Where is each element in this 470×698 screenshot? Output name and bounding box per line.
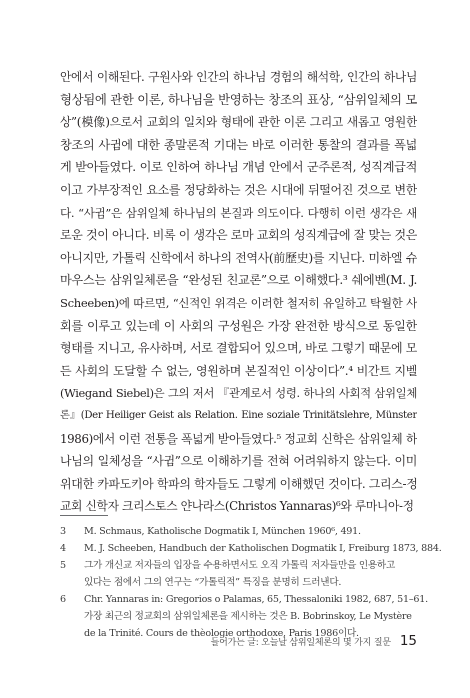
footnote-line: 있다는 점에서 그의 연구는 “가톨릭적” 특징을 분명히 드러낸다.	[84, 577, 342, 588]
body-line: 형태를 지니고, 유사하며, 서로 결합되어 있으며, 바로 그렇기 때문에 모	[60, 341, 417, 356]
body-line: 이고 가부장적인 요소를 정당화하는 것은 시대에 뒤떨어진 것으로 변한	[60, 182, 417, 197]
footnote-text	[84, 523, 417, 540]
footnote-text	[84, 540, 442, 557]
body-text	[60, 66, 417, 518]
footnote-number: 6	[60, 594, 67, 605]
footnote-text	[84, 557, 417, 591]
page-footer	[60, 633, 417, 657]
footnote	[60, 557, 417, 591]
footnote-number: 3	[60, 526, 67, 537]
body-line: (Wiegand Siebel)은 그의 저서 『관계로서 성령. 하나의 사회적 삼위일체	[60, 386, 417, 401]
body-line: Scheeben)에 따르면, “신적인 위격은 이러한 철저히 유일하고 탁월한 사	[60, 295, 417, 310]
body-line: 상”(模像)으로서 교회의 일치와 형태에 관한 이론 그리고 새롭고 영원한	[60, 115, 417, 130]
body-line: 창조의 사귐에 대한 종말론적 기대는 바로 이러한 통찰의 결과를 폭넓	[60, 137, 417, 152]
footnote	[60, 540, 442, 557]
footnote-number: 5	[60, 560, 67, 571]
running-head: 들어가는 글: 오늘날 삼위일체론의 몇 가지 질문	[210, 638, 391, 648]
footnote	[60, 523, 417, 540]
footnote-divider	[60, 515, 108, 516]
body-line: 교회 신학자 크리스토스 얀나라스(Christos Yannaras)⁶와 루마니아-정	[60, 499, 414, 514]
body-line: 위대한 카파도키아 학파의 학자들도 그렇게 이해했던 것이다. 그리스-정	[60, 476, 417, 491]
footnotes	[60, 523, 442, 642]
body-line: 회를 이루고 있는데 이 사회의 구성원은 가장 완전한 방식으로 동일한	[60, 318, 417, 333]
footnote-number: 4	[60, 543, 67, 554]
footnote-line: 가장 최근의 정교회의 삼위일체론을 제시하는 것은 B. Bobrinskoy, Le Mystère	[84, 611, 412, 622]
body-line: 다. “사귐”은 삼위일체 하나님의 본질과 의도이다. 다행히 이런 생각은 새	[60, 205, 417, 220]
body-line: 로운 것이 아니다. 비록 이 생각은 로마 교회의 성직계급에 잘 맞는 것은	[60, 228, 417, 243]
body-line: 형상됨에 관한 이론, 하나님을 반영하는 창조의 표상, “삼위일체의 모	[60, 91, 417, 107]
body-line: 아니지만, 가톨릭 신학에서 하나의 전역사(前歷史)를 지닌다. 미하엘 슈	[60, 250, 417, 265]
footnote-line: M. J. Scheeben, Handbuch der Katholischen Dogmatik Ⅰ, Freiburg 1873, 884.	[84, 543, 442, 554]
body-line: 나님의 일체성을 “사귐”으로 이해하기를 전혀 어려워하지 않는다. 이미	[60, 454, 417, 469]
footnote-line: M. Schmaus, Katholische Dogmatik Ⅰ, München 1960⁶, 491.	[84, 526, 361, 537]
body-line: 든 사회의 도달할 수 없는, 영원하며 본질적인 이상이다”.⁴ 비간트 지벨	[60, 363, 417, 378]
page-number: 15	[399, 633, 417, 649]
footnote-line: 그가 개신교 저자들의 입장을 수용하면서도 오직 가톨릭 저자들만을 인용하고	[84, 560, 395, 571]
body-line: 1986)에서 이런 전통을 폭넓게 받아들였다.⁵ 정교회 신학은 삼위일체 하	[60, 431, 417, 446]
body-line: 게 받아들였다. 이로 인하여 하나님 개념 안에서 군주론적, 성직계급적	[60, 160, 417, 175]
footnote-line: Chr. Yannaras in: Gregorios o Palamas, 65, Thessaloniki 1982, 687, 51–61.	[84, 594, 428, 605]
body-line: 안에서 이해된다. 구원사와 인간의 하나님 경험의 해석학, 인간의 하나님	[60, 70, 417, 84]
footnote-line: de la Trinité. Cours de thèologie orthodoxe, Paris 1986이다.	[84, 628, 359, 639]
body-line: 론』(Der Heiliger Geist als Relation. Eine soziale Trinitätslehre, Münster	[60, 409, 417, 421]
body-line: 마우스는 삼위일체론을 “완성된 친교론”으로 이해했다.³ 쉐에벤(M. J.	[60, 273, 417, 288]
